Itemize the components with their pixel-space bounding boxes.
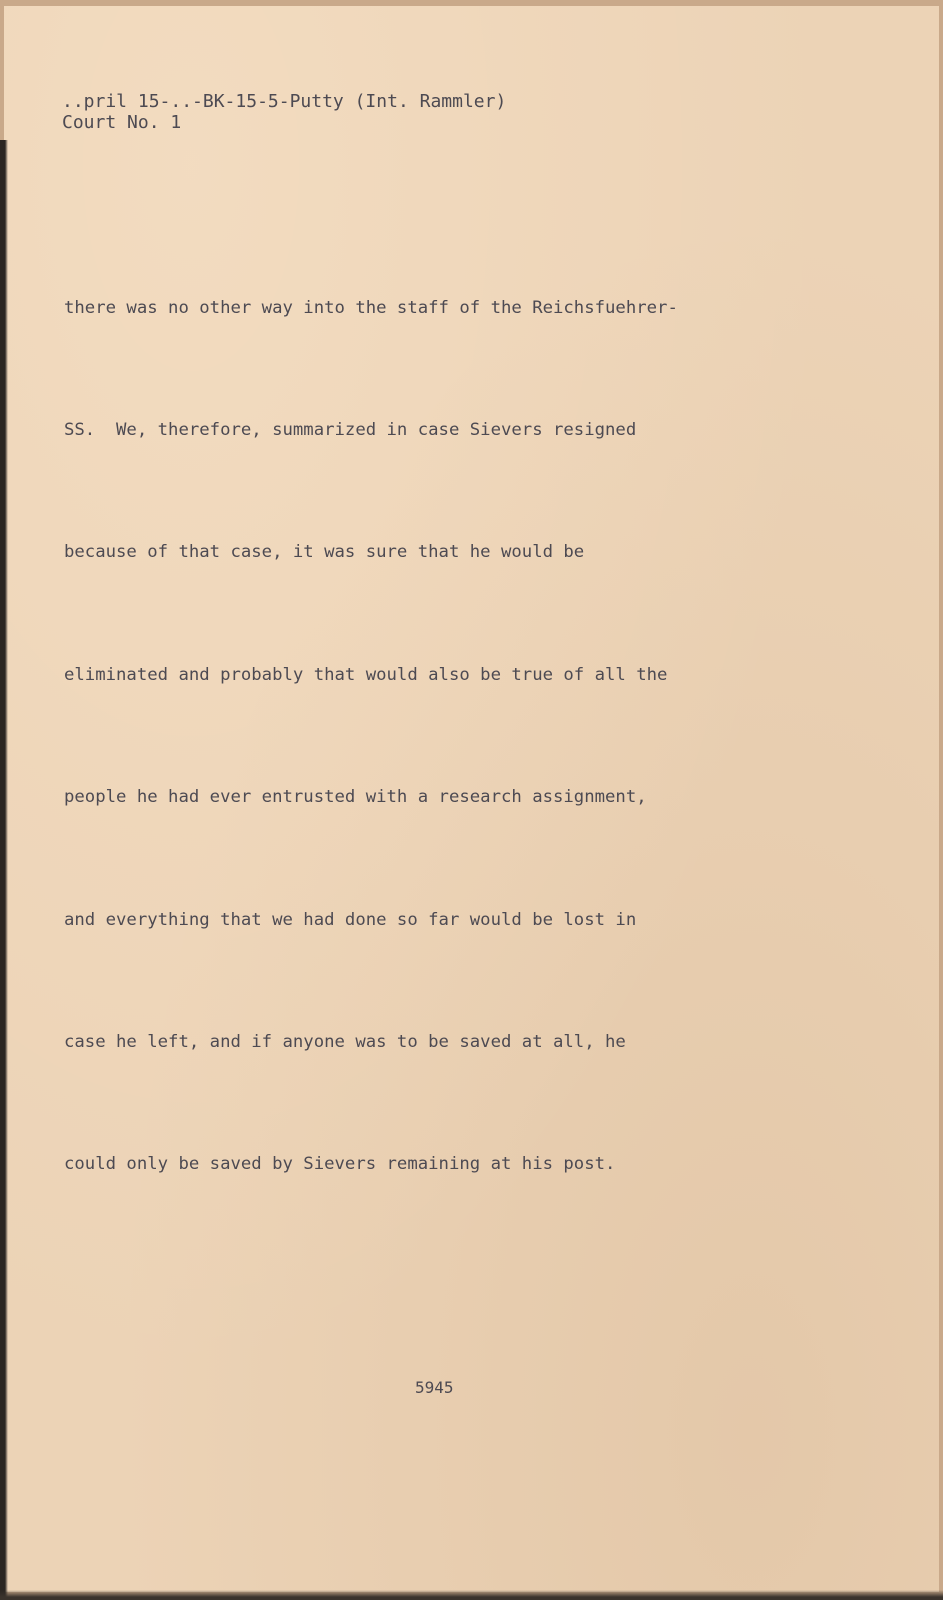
scan-left-edge [0,140,8,1600]
text-line: because of that case, it was sure that he would be [64,542,585,563]
header-session-line: ..pril 15-..-BK-15-5-Putty (Int. Rammler) [62,91,507,112]
text-line: eliminated and probably that would also be true of all the [64,664,668,685]
text-line: SS. We, therefore, summarized in case Sievers resigned [64,419,637,440]
header-court-line: Court No. 1 [62,112,182,133]
scan-bottom-edge [0,1590,943,1600]
text-line: there was no other way into the staff of the Reichsfuehrer- [64,297,678,318]
text-line: and everything that we had done so far would be lost in [64,909,637,930]
text-line: case he left, and if anyone was to be saved at all, he [64,1031,626,1052]
text-line: people he had ever entrusted with a research assignment, [64,787,647,808]
testimony-paragraph [64,206,678,1226]
page-number: 5945 [415,1378,454,1397]
text-line: could only be saved by Sievers remaining at his post. [64,1154,616,1175]
